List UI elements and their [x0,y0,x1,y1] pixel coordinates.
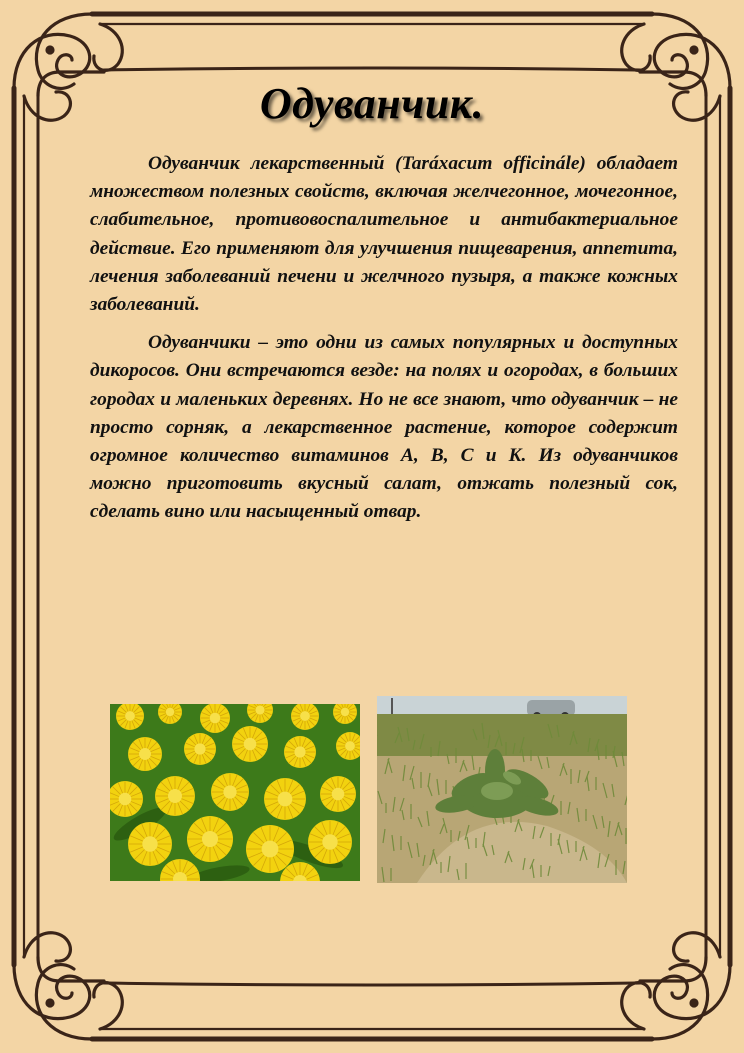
article-body [90,150,678,537]
dandelion-flowers-image [110,704,360,881]
dandelion-plant-image [377,696,627,883]
paragraph: Одуванчики – это одни из самых популярных и доступных дикоросов. Они встречаются везде: на полях и огородах, в больших городах и маленьких деревнях. Но не все знают, что одуванчик – не просто сорняк, а лекарственное растение, которое содержит огромное количество витаминов A, B, C и K. Из одуванчиков можно приготовить вкусный салат, отжать полезный сок, сделать вино или насыщенный отвар. [90,332,678,523]
paragraph: Одуванчик лекарственный (Taráxacum officinále) обладает множеством полезных свойств, включая желчегонное, мочегонное, слабительное, противовоспалительное и антибактериальное действие. Его применяют для улучшения пищеварения, аппетита, лечения заболеваний печени и желчного пузыря, а также кожных заболеваний. [90,153,678,316]
page-title: Одуванчик. [259,79,485,128]
